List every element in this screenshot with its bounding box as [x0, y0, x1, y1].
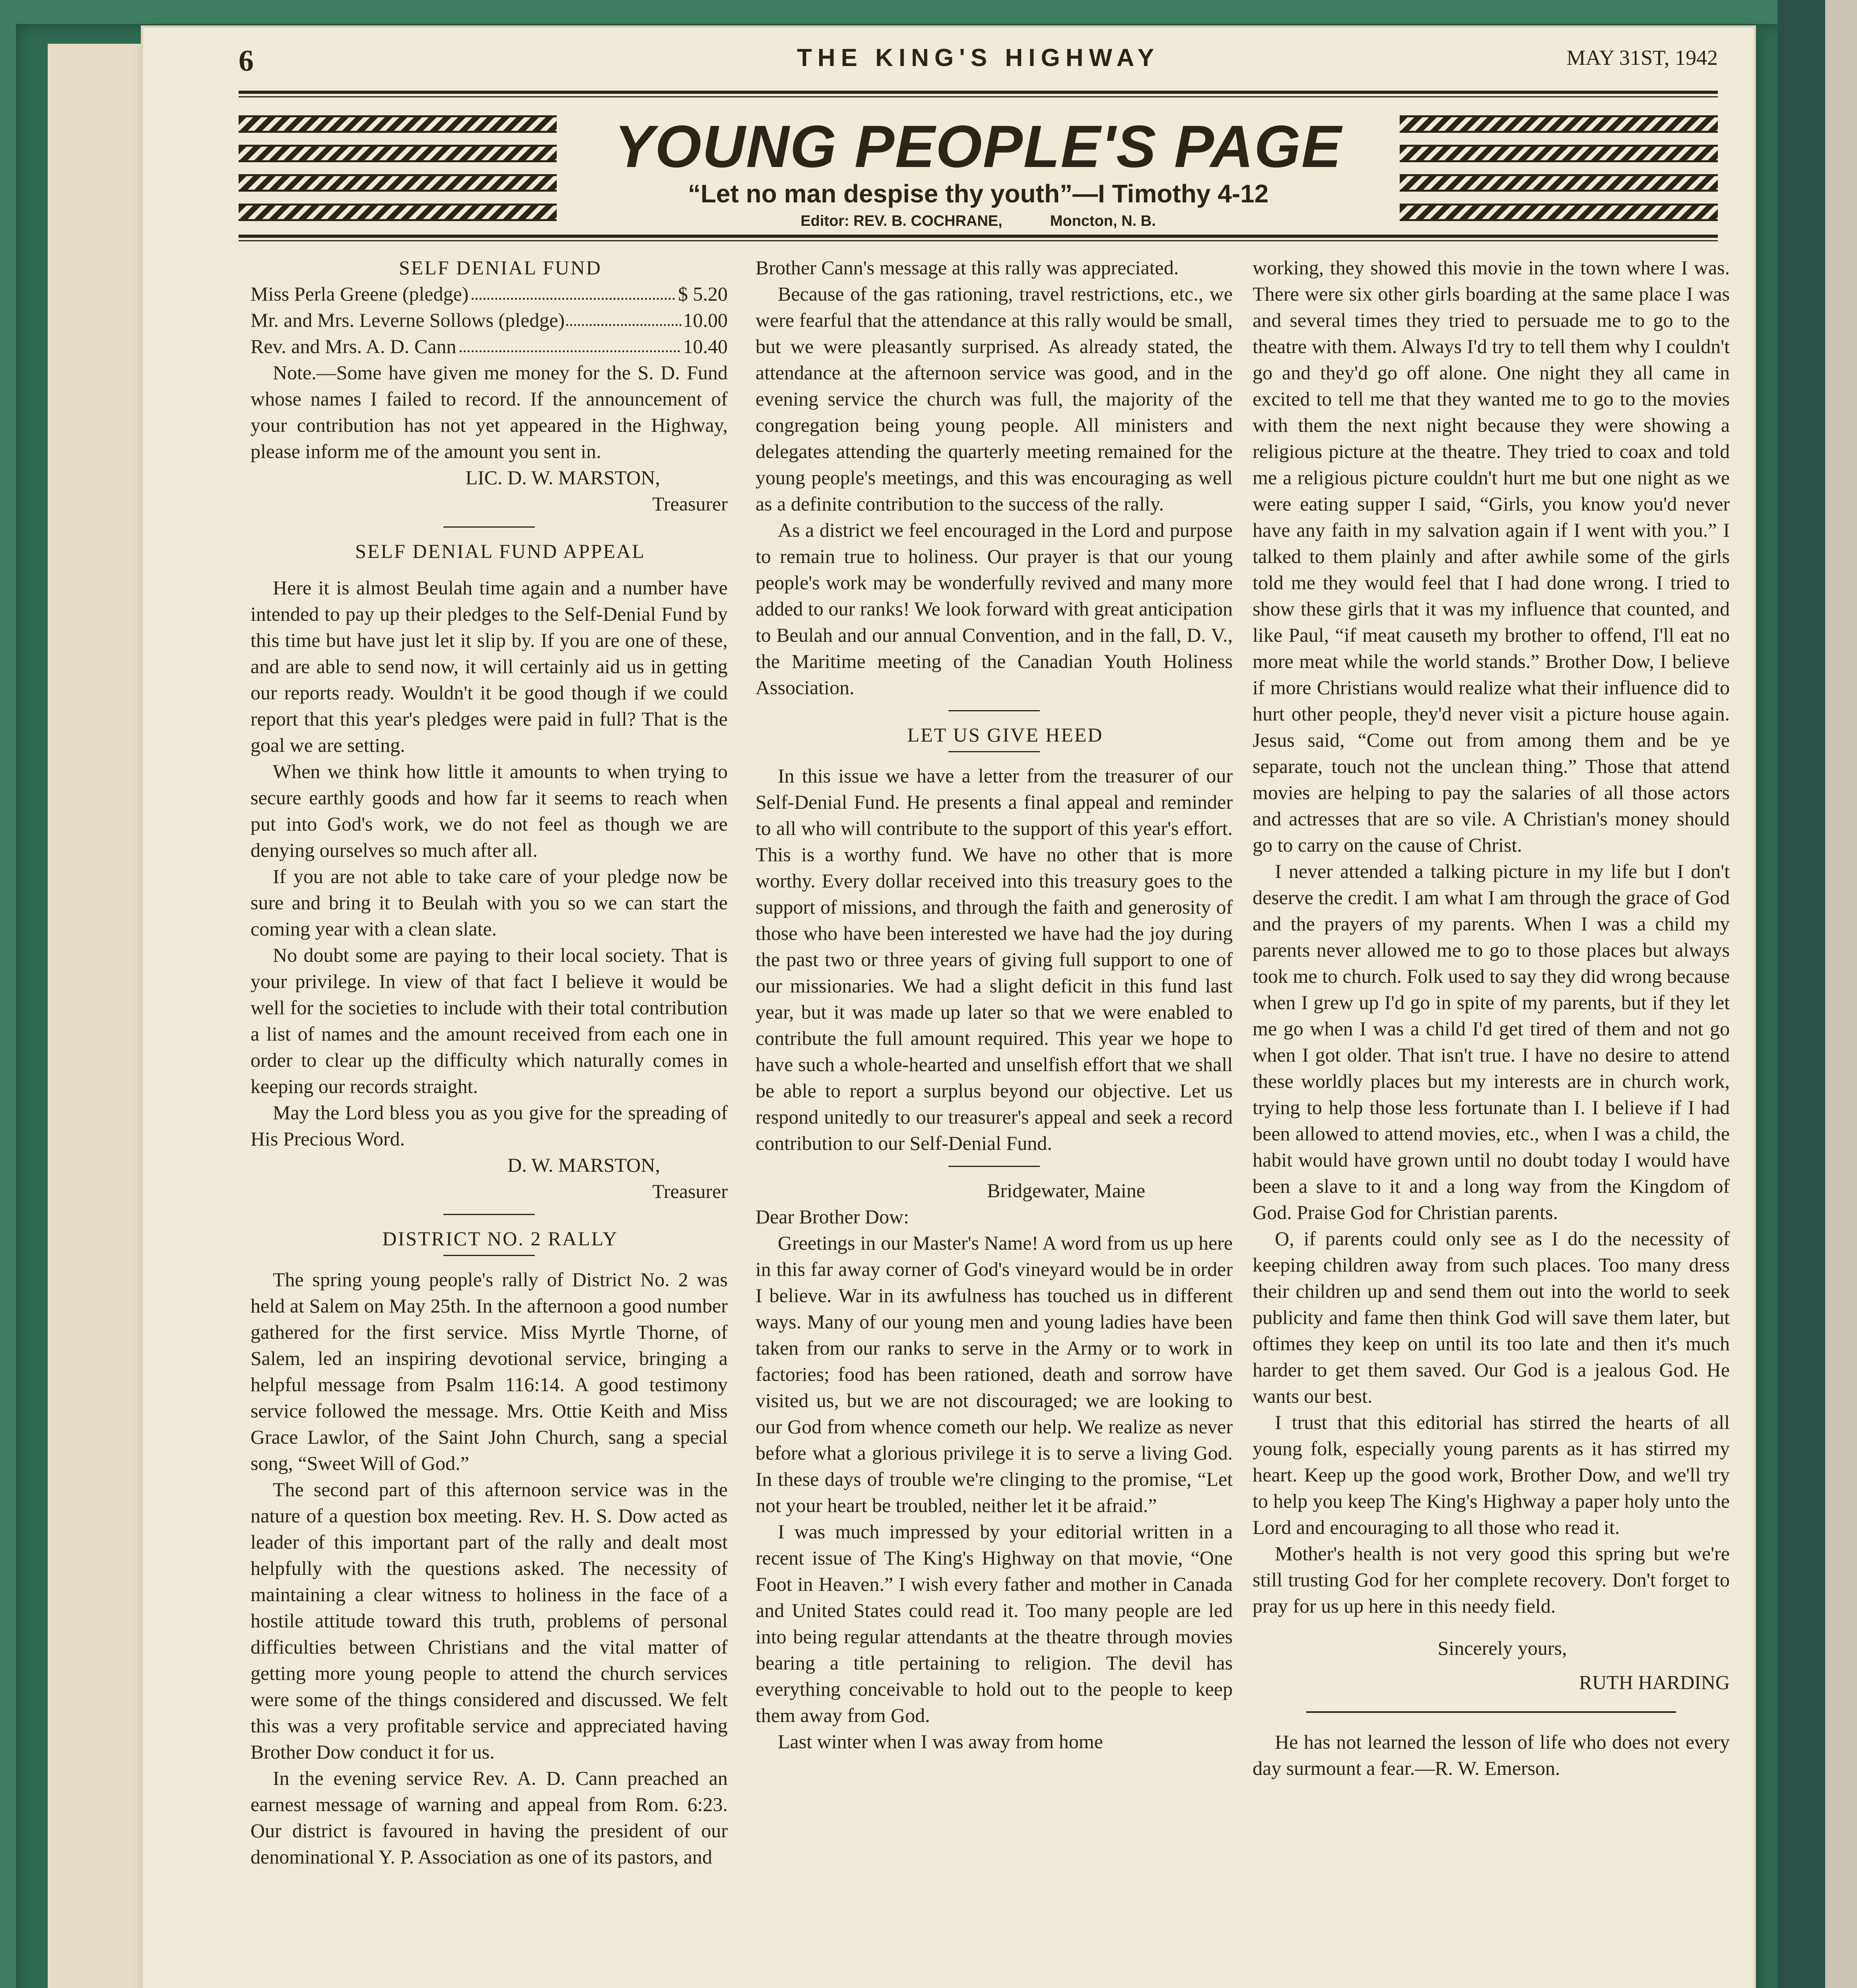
editor-location: Moncton, N. B. [1050, 213, 1156, 229]
divider [443, 526, 535, 528]
paragraph: I never attended a talking picture in my life but I don't deserve the credit. I am what I am through the grace of God and the prayers of my parents. When I was a child my parents never allowed me to go to those places but always took me to church. Folk used to say they did wrong because when I grew up I'd go in spite of my parents, but if they let me go when I was a child I'd get tired of them and not go when I got older. That isn't true. I have no desire to attend these worldly places but my interests are in church work, trying to help those less fortunate than I. I believe if I had been allowed to attend movies, etc., when I was a child, the habit would have grown until no doubt today I would have been a slave to it and a long way from the Kingdom of God. Praise God for Christian parents. [1253, 860, 1730, 1223]
divider [443, 1214, 535, 1215]
section-motto: “Let no man despise thy youth”—I Timothy 4-12 [688, 179, 1269, 208]
fund-note: Note.—Some have given me money for the S. D. Fund whose names I failed to record. If the announcement of your contribution has not yet appeared in the Highway, please inform me of the amount you sent in. [251, 361, 728, 462]
appeal-heading: SELF DENIAL FUND APPEAL [355, 540, 645, 562]
editor-line [239, 213, 1718, 230]
paragraph: working, they showed this movie in the town where I was. There were six other girls boarding at the same place I was and several times they tried to persuade me to go to the theatre with them. Always I'd try to tell them why I couldn't go and they'd go off alone. One night they all came in excited to tell me that they wanted me to go to the movies with them the next night because they were showing a religious picture at the theatre. They tried to coax and told me a religious picture couldn't hurt me but one night as we were eating supper I said, “Girls, you know you'd never have any faith in my salvation again if I went with you.” I talked to them plainly and after awhile some of the girls told me they would feel that I had done wrong. I tried to show these girls that it was my influence that counted, and like Paul, “if meat causeth my brother to offend, I'll eat no more meat while the world stands.” Brother Dow, I believe if more Christians would realize what their influence did to hurt other people, they'd never visit a picture house again. Jesus said, “Come out from among them and be ye separate, touch not the unclean thing.” Those that attend movies are helping to pay the salaries of all those actors and actresses that are so vile. A Christian's money should go to carry on the cause of Christ. [1253, 256, 1730, 856]
paragraph: Last winter when I was away from home [778, 1730, 1103, 1753]
masthead: THE KING'S HIGHWAY [796, 44, 1160, 72]
signature: D. W. MARSTON, [507, 1154, 660, 1176]
header-rule-thin [239, 96, 1718, 97]
section-banner [239, 107, 1718, 239]
editor-name: Editor: REV. B. COCHRANE, [800, 213, 1002, 229]
paragraph: In the evening service Rev. A. D. Cann preached an earnest message of warning and appeal from Rom. 6:23. Our district is favoured in having the president of our denominational Y. P. Association as one of its pastors, and [251, 1767, 728, 1868]
paragraph: Brother Cann's message at this rally was appreciated. [756, 256, 1179, 279]
next-page-edge [1777, 0, 1857, 1988]
letter-greeting: Dear Brother Dow: [756, 1206, 909, 1228]
paragraph: As a district we feel encouraged in the Lord and purpose to remain true to holiness. Our prayer is that our young people's work may be wonderfully revived and many more added to our ranks! We look forward with great anticipation to Beulah and our annual Convention, and in the fall, D. V., the Maritime meeting of the Canadian Youth Holiness Association. [756, 519, 1233, 699]
paragraph: Here it is almost Beulah time again and a number have intended to pay up their pledges to the Self-Denial Fund by this time but have just let it slip by. If you are one of these, and are able to send now, it will certainly aid us in getting our reports ready. Wouldn't it be good though if we could report that this year's pledges were paid in full? That is the goal we are setting. [251, 577, 728, 756]
donation-amount: 10.00 [683, 309, 728, 331]
donation-amount: $ 5.20 [678, 283, 728, 305]
paragraph: The spring young people's rally of District No. 2 was held at Salem on May 25th. In the afternoon a good number gathered for the first service. Miss Myrtle Thorne, of Salem, led an inspiring devotional service, bringing a helpful message from Psalm 116:14. A good testimony service followed the message. Mrs. Ottie Keith and Miss Grace Lawlor, of the Saint John Church, sang a special song, “Sweet Will of God.” [251, 1268, 728, 1474]
column-1 [251, 254, 728, 1870]
letter-close: Sincerely yours, [1437, 1637, 1567, 1659]
paragraph: I trust that this editorial has stirred the hearts of all young folk, especially young parents as it has stirred my heart. Keep up the good work, Brother Dow, and we'll try to help you keep The King's Highway a paper holy unto the Lord and encouraging to all those who read it. [1253, 1411, 1730, 1538]
banner-rule-thin [239, 240, 1718, 241]
paragraph: No doubt some are paying to their local society. That is your privilege. In view of that fact I believe it would be well for the societies to include with their total contribution a list of names and the amount received from each one in order to clear up the difficulty which naturally comes in keeping our records straight. [251, 944, 728, 1097]
column-2 [756, 254, 1233, 1755]
paragraph: Greetings in our Master's Name! A word from us up here in this far away corner of God's vineyard would be in order I believe. War in its awfulness has touched us in different ways. Many of our young men and young ladies have been taken from our ranks to serve in the Army or to work in factories; food has been rationed, death and sorrow have visited us, but we are not discouraged; we are looking to our God from whence cometh our help. We realize as never before what a glorious privilege it is to serve a living God. In these days of trouble we're clinging to the promise, “Let not your heart be troubled, neither let it be afraid.” [756, 1232, 1233, 1516]
paragraph: When we think how little it amounts to when trying to secure earthly goods and how far it seems to reach when put into God's work, we do not feel as though we are denying ourselves so much after all. [251, 760, 728, 861]
newspaper-page [143, 28, 1754, 1988]
signature: LIC. D. W. MARSTON, [465, 466, 660, 489]
rally-heading: DISTRICT NO. 2 RALLY [382, 1227, 618, 1250]
paragraph: If you are not able to take care of your pledge now be sure and bring it to Beulah with you so we can start the coming year with a clean slate. [251, 865, 728, 940]
column-3 [1253, 254, 1730, 1781]
fund-line [251, 333, 728, 359]
divider [948, 1166, 1040, 1167]
quote: He has not learned the lesson of life who does not every day surmount a fear.—R. W. Emerson. [1253, 1731, 1730, 1779]
paragraph: Mother's health is not very good this spring but we're still trusting God for her complete recovery. Don't forget to pray for us up here in this needy field. [1253, 1542, 1730, 1617]
fund-heading: SELF DENIAL FUND [398, 256, 602, 279]
divider [948, 710, 1040, 711]
divider [948, 751, 1040, 752]
page-number: 6 [239, 44, 254, 78]
divider [443, 1255, 535, 1256]
header-rule [239, 91, 1718, 94]
issue-date: MAY 31ST, 1942 [1566, 46, 1718, 70]
donor-name: Miss Perla Greene (pledge) [251, 283, 469, 305]
letter-place: Bridgewater, Maine [987, 1179, 1145, 1202]
paragraph: In this issue we have a letter from the treasurer of our Self-Denial Fund. He presents a final appeal and reminder to all who will contribute to the support of this year's effort. This is a worthy fund. We have no other that is more worthy. Every dollar received into this treasury goes to the support of missions, and through the faith and generosity of those who have been interested we have had the joy during the past two or three years of giving full support to one of our missionaries. We had a slight deficit in this fund last year, but it was made up later so that we were enabled to contribute the full amount required. This year we hope to have such a whole-hearted and unselfish effort that we shall be able to report a surplus beyond our objective. Let us respond unitedly to our treasurer's appeal and seek a record contribution to our Self-Denial Fund. [756, 765, 1233, 1154]
divider [1306, 1711, 1676, 1713]
paragraph: O, if parents could only see as I do the necessity of keeping children away from such places. Too many dress their children up and send them out into the world to seek publicity and fame then think God will save them later, but oftimes they keep on until its too late and then it's much harder to get them saved. Our God is a jealous God. He wants our best. [1253, 1227, 1730, 1407]
donation-amount: 10.40 [683, 335, 728, 357]
signature-title: Treasurer [652, 493, 728, 515]
signature-title: Treasurer [652, 1180, 728, 1202]
fund-line [251, 307, 728, 333]
paragraph: The second part of this afternoon service was in the nature of a question box meeting. Rev. H. S. Dow acted as leader of this important part of the rally and dealt most helpfully with the questions asked. The necessity of maintaining a clear witness to holiness in the face of a hostile attitude toward this truth, problems of personal difficulties between Christians and the vital matter of getting more young people to attend the church services were some of the things considered and discussed. We felt this was a very profitable service and appreciated having Brother Dow conduct it for us. [251, 1478, 728, 1763]
paragraph: Because of the gas rationing, travel restrictions, etc., we were fearful that the attendance at this rally would be small, but we were pleasantly surprised. As already stated, the attendance at the afternoon service was good, and in the evening service the church was full, the majority of the congregation being young people. All ministers and delegates attending the quarterly meeting remained for the young people's meetings, and this was encouraging as well as a definite contribution to the success of the rally. [756, 283, 1233, 515]
letter-signature: RUTH HARDING [1579, 1671, 1730, 1693]
paragraph: I was much impressed by your editorial written in a recent issue of The King's Highway on that movie, “One Foot in Heaven.” I wish every father and mother in Canada and United States could read it. Too many people are led into being regular attendants at the theatre through movies bearing a title pertaining to religion. The devil has everything conceivable to hold out to the people to keep them away from God. [756, 1520, 1233, 1726]
paragraph: May the Lord bless you as you give for the spreading of His Precious Word. [251, 1101, 728, 1150]
donor-name: Mr. and Mrs. Leverne Sollows (pledge) [251, 309, 565, 331]
heed-heading: LET US GIVE HEED [907, 724, 1103, 746]
banner-rule [239, 235, 1718, 238]
fund-line [251, 281, 728, 307]
section-title: YOUNG PEOPLE'S PAGE [614, 113, 1342, 180]
page-header [239, 40, 1718, 87]
donor-name: Rev. and Mrs. A. D. Cann [251, 335, 456, 357]
